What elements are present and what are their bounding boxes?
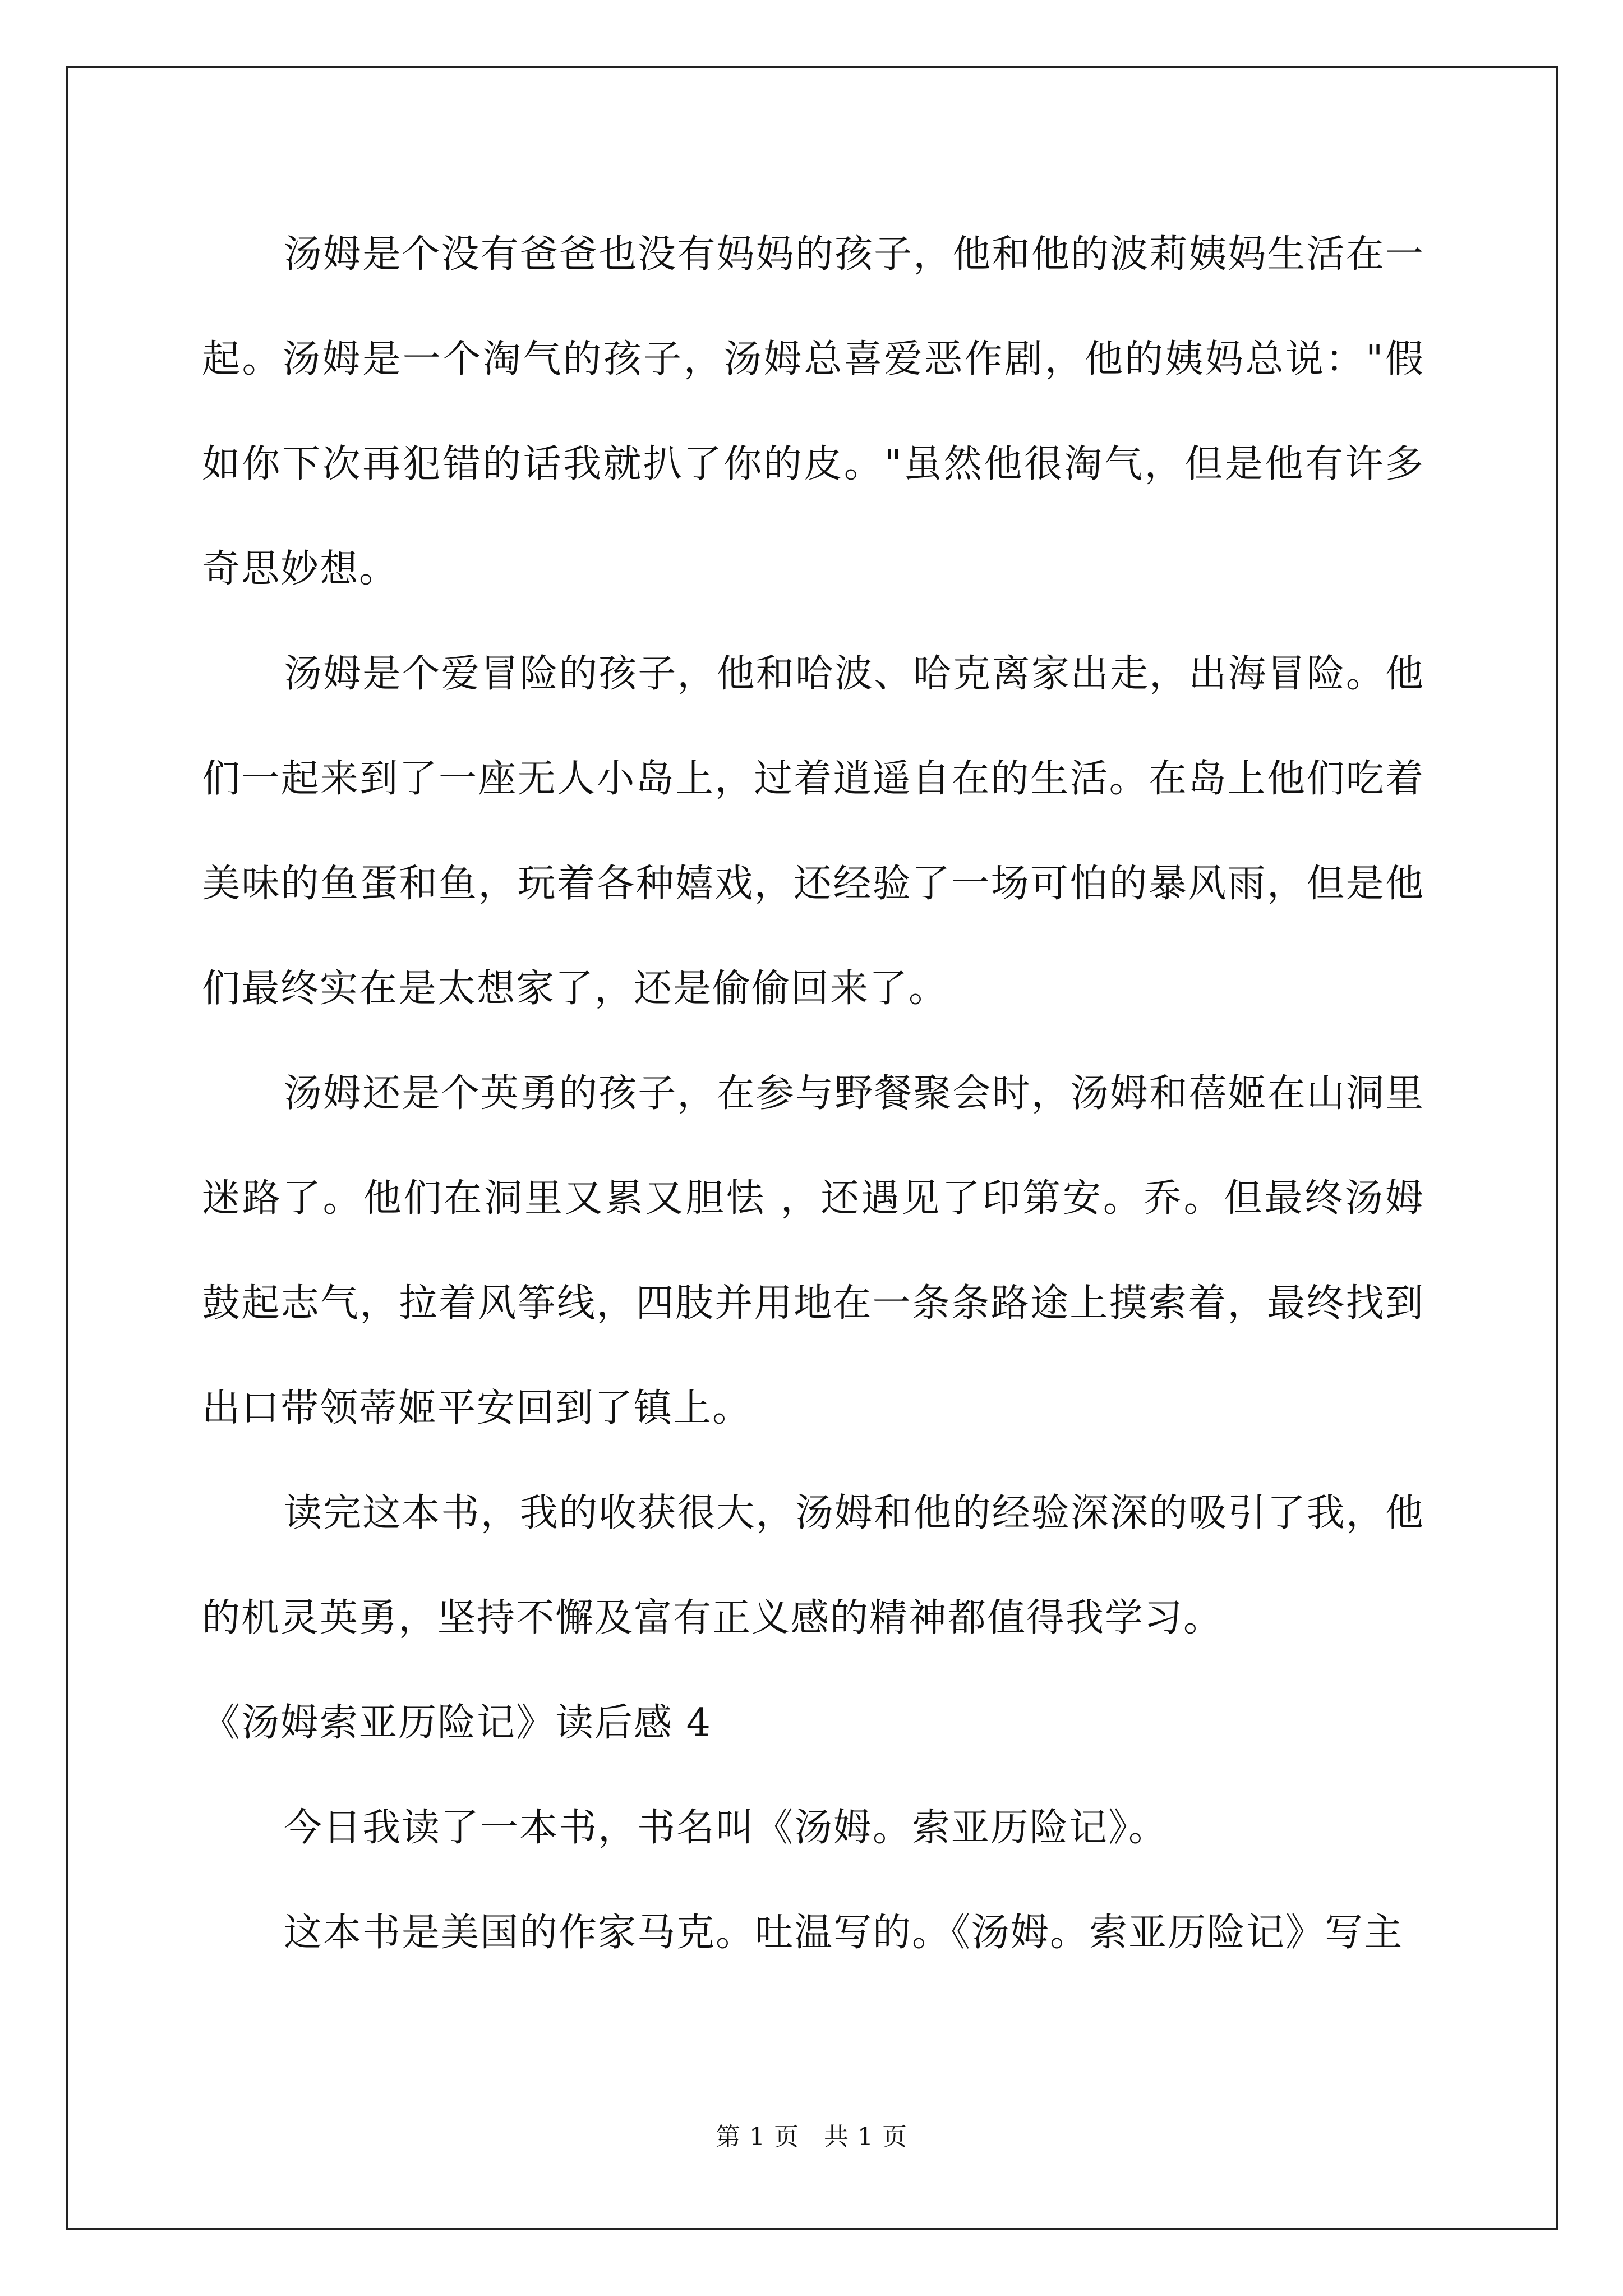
section-paragraph-1: 今日我读了一本书，书名叫《汤姆。索亚历险记》。	[284, 1806, 1168, 1850]
page-total: 共 1 页	[824, 2123, 907, 2151]
document-body	[202, 202, 1424, 1985]
paragraph-2: 汤姆是个爱冒险的孩子，他和哈波、哈克离家出走，出海冒险。他们一起来到了一座无人小岛上，过着逍遥自在的生活。在岛上他们吃着美味的鱼蛋和鱼，玩着各种嬉戏，还经验了一场可怕的暴风雨，但是他们最终实在是太想家了，还是偷偷回来了。	[202, 652, 1424, 1011]
paragraph-1: 汤姆是个没有爸爸也没有妈妈的孩子，他和他的波莉姨妈生活在一起。汤姆是一个淘气的孩子，汤姆总喜爱恶作剧，他的姨妈总说："假如你下次再犯错的话我就扒了你的皮。"虽然他很淘气，但是他有许多奇思妙想。	[202, 232, 1424, 591]
section-title: 《汤姆索亚历险记》读后感 4	[202, 1701, 712, 1745]
page-footer	[0, 2120, 1623, 2154]
paragraph-3: 汤姆还是个英勇的孩子，在参与野餐聚会时，汤姆和蓓姬在山洞里迷路了。他们在洞里又累又胆怯 ，还遇见了印第安。乔。但最终汤姆鼓起志气，拉着风筝线，四肢并用地在一条条路途上摸索着，最终找到出口带领蒂姬平安回到了镇上。	[202, 1071, 1424, 1430]
section-paragraph-2: 这本书是美国的作家马克。吐温写的。《汤姆。索亚历险记》写主	[284, 1911, 1404, 1955]
paragraph-4: 读完这本书，我的收获很大，汤姆和他的经验深深的吸引了我，他的机灵英勇，坚持不懈及富有正义感的精神都值得我学习。	[202, 1491, 1424, 1640]
page-number: 第 1 页	[716, 2123, 799, 2151]
